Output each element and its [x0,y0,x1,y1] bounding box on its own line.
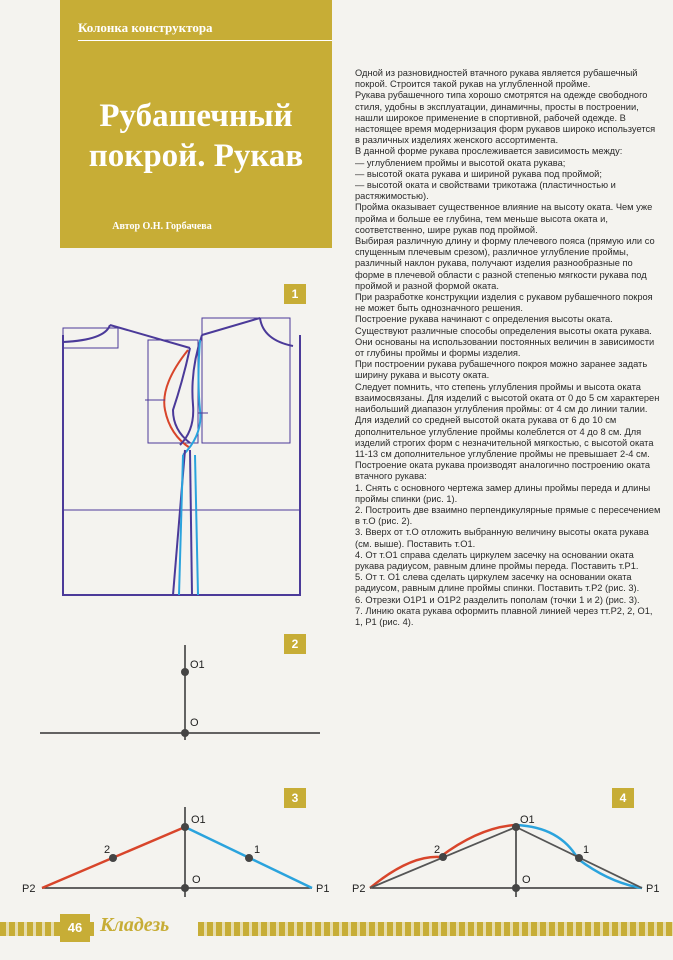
step: 4. От т.О1 справа сделать циркулем засечку на основании оката рукава радиусом, равным длине проймы переда. Поставить т.Р1. [355,549,639,571]
step: 6. Отрезки О1Р1 и О1Р2 разделить пополам (точки 1 и 2) (рис. 3). [355,594,640,605]
page-number: 46 [60,914,90,942]
paragraph: При построении рукава рубашечного покроя можно заранее задать ширину рукава и высоту оката. [355,359,648,381]
back-armhole [173,348,190,443]
label-p1: P1 [646,883,660,895]
point-o1 [512,823,520,831]
rubric-divider [78,40,332,41]
front-armhole-box [202,318,290,443]
label-o1: O1 [520,814,535,826]
point-1 [245,854,253,862]
point-1 [575,854,583,862]
magazine-logo: Кладезь [100,914,170,936]
paragraph: Построение рукава начинают с определения высоты оката. Существуют различные способы определения высоты оката рукава. Они основаны на использовании постоянных величин в зависимости от глубины проймы и формы изделия. [355,314,655,359]
label-o: O [192,874,201,886]
paragraph: Построение оката рукава производят аналогично построению оката втачного рукава: [355,460,651,482]
label-o1: O1 [191,814,206,826]
point-o [181,729,189,737]
point-o [181,884,189,892]
label-1: 1 [583,844,590,856]
label-p2: P2 [352,883,366,895]
label-1: 1 [254,844,261,856]
label-o: O [190,717,199,729]
paragraph: Следует помнить, что степень углубления проймы и высота оката взаимосвязаны. Для изделий с высотой оката от 0 до 5 см характерен наибольший диапазон углубления проймы: от 4 см до линии талии. Для изделий со средней высотой оката рукава от 6 до 10 см дополнительное углубление проймы колеблется от 4 до 8 см. Для изделий строгих форм с незначительной мягкостью, с высотой оката 11-13 см дополнительное углубление проймы не превышает 2-4 см. [355,381,660,459]
paragraph: — углублением проймы и высотой оката рукава; [355,157,566,168]
step: 1. Снять с основного чертежа замер длины проймы переда и длины проймы спинки (рис. 1). [355,482,651,504]
point-2 [109,854,117,862]
step: 2. Построить две взаимно перпендикулярные прямые с пересечением в т.О (рис. 2). [355,504,661,527]
figure-3-construction [22,805,332,900]
paragraph: Одной из разновидностей втачного рукава является рубашечный покрой. Строится такой рукав на углубленной пройме. [355,68,638,90]
figure-1-number: 1 [284,284,306,304]
paragraph: Выбирая различную длину и форму плечевого пояса (прямую или со спущенным плечевым срезом), различное углубление проймы, различный наклон рукава, получают изделия разнообразные по форме в плечевой области с разной степенью мягкости рукава под проймой и разной формой оката. [355,236,655,291]
step: 5. От т. О1 слева сделать циркулем засечку на основании оката радиусом, равным длине проймы спинки. Поставить т.Р2 (рис. 3). [355,572,640,594]
figure-1-pattern-drawing [55,310,305,600]
front-neckline [260,318,293,346]
article-body [355,68,661,628]
figure-2-axes [30,640,330,750]
label-p1: P1 [316,883,330,895]
label-2: 2 [434,844,441,856]
front-side-seam-blue-2 [195,455,198,595]
point-2 [439,853,447,861]
paragraph: Рукава рубашечного типа хорошо смотрятся на одежде свободного стиля, удобны в эксплуатации, динамичны, просты в построении, нашли широкое применение в спортивной, рабочей одежде. В настоящее время модернизация форм рукавов широко используется в различных изделиях женского ассортимента. [355,90,656,146]
paragraph: Пройма оказывает существенное влияние на высоту оката. Чем уже пройма и больше ее глубина, тем меньше высота оката и, соответственно, шире рукав под проймой. [355,202,653,235]
point-o1 [181,668,189,676]
point-o [512,884,520,892]
label-o1: O1 [190,659,205,671]
step: 3. Вверх от т.О отложить выбранную величину высоты оката рукава (см. выше). Поставить т.О1. [355,527,649,549]
title-line-1: Рубашечный [99,98,293,134]
title-line-2: покрой. Рукав [88,138,304,174]
step: 7. Линию оката рукава оформить плавной линией через тт.Р2, 2, О1, 1, Р1 (рис. 4). [355,605,653,627]
label-o: O [522,874,531,886]
paragraph: В данной форме рукава прослеживается зависимость между: [355,146,623,157]
label-p2: P2 [22,883,36,895]
rubric-label: Колонка конструктора [78,20,213,35]
paragraph: — высотой оката и свойствами трикотажа (пластичностью и растяжимостью). [355,180,616,202]
figure-3-number: 3 [284,788,306,808]
front-side-seam [190,450,192,595]
back-shoulder [110,325,190,348]
paragraph: — высотой оката рукава и шириной рукава под проймой; [355,168,602,179]
label-2: 2 [104,844,111,856]
figure-2-number: 2 [284,634,306,654]
point-o1 [181,823,189,831]
article-author: Автор О.Н. Горбачева [112,221,212,232]
figure-4-sleeve-cap [350,805,665,900]
front-shoulder [202,318,260,335]
figure-4-number: 4 [612,788,634,808]
pattern-outline [63,335,300,595]
paragraph: При разработке конструкции изделия с рукавом рубашечного покроя не может быть однозначного решения. [355,292,653,314]
article-title [66,96,326,176]
